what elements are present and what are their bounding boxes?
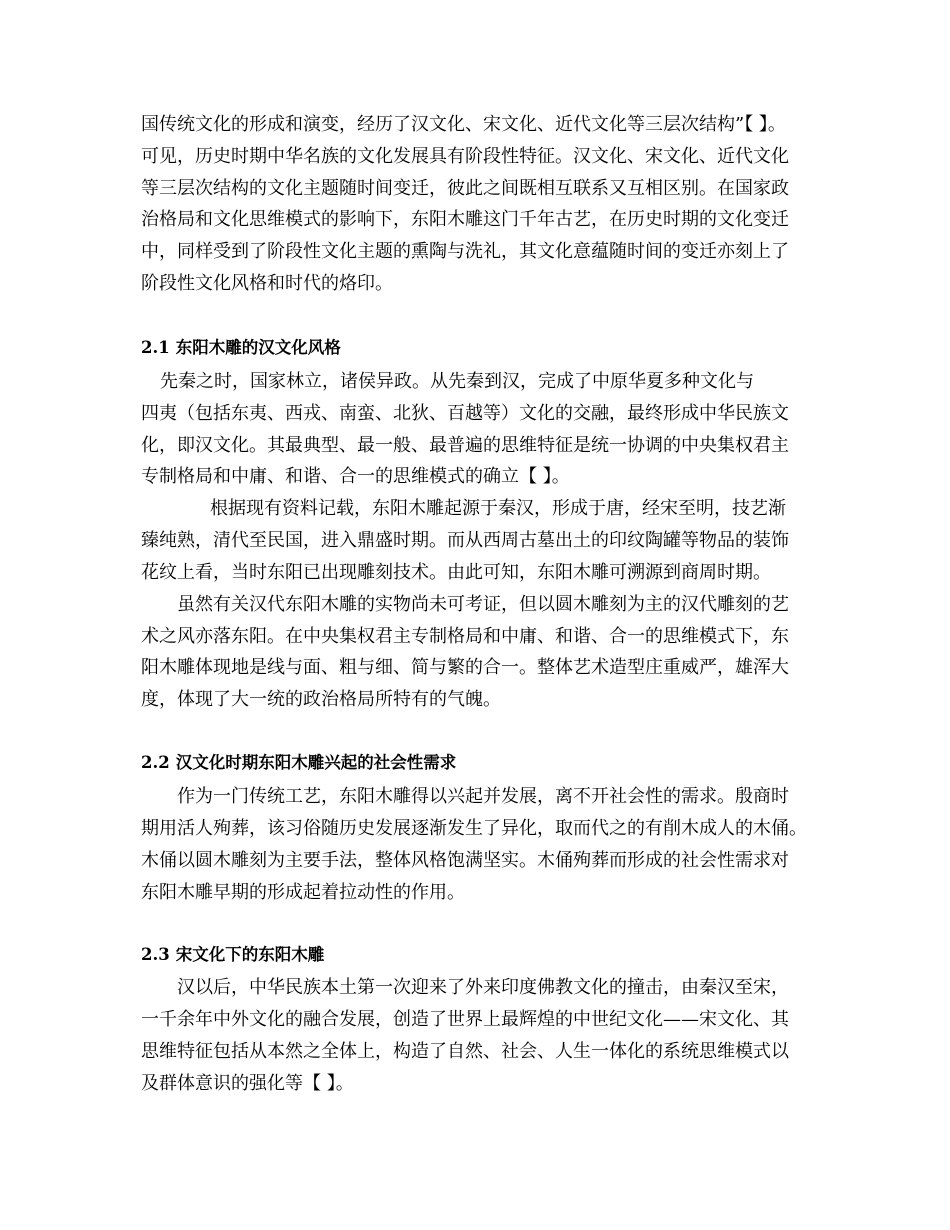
paragraph-line: 一千余年中外文化的融合发展，创造了世界上最辉煌的中世纪文化——宋文化、其 [141, 1009, 789, 1030]
paragraph-line: 木俑以圆木雕刻为主要手法，整体风格饱满坚实。木俑殉葬而形成的社会性需求对 [141, 850, 789, 871]
paragraph-line: 化，即汉文化。其最典型、最一般、最普遍的思维特征是统一协调的中央集权君主 [141, 435, 789, 456]
intro-line: 可见，历史时期中华名族的文化发展具有阶段性特征。汉文化、宋文化、近代文化 [141, 146, 789, 167]
paragraph-line: 期用活人殉葬，该习俗随历史发展逐渐发生了异化，取而代之的有削木成人的木俑。 [141, 818, 807, 839]
paragraph-line: 臻纯熟，清代至民国，进入鼎盛时期。而从西周古墓出土的印纹陶罐等物品的装饰 [141, 530, 789, 551]
paragraph-line: 虽然有关汉代东阳木雕的实物尚未可考证，但以圆木雕刻为主的汉代雕刻的艺 [177, 594, 789, 615]
section-number: 2.1 [141, 338, 170, 357]
section-title: 汉文化时期东阳木雕兴起的社会性需求 [175, 753, 457, 772]
paragraph-line: 汉以后，中华民族本土第一次迎来了外来印度佛教文化的撞击，由秦汉至宋， [177, 977, 789, 998]
section-heading-2-2 [141, 752, 456, 774]
intro-line: 等三层次结构的文化主题随时间变迁，彼此之间既相互联系又互相区别。在国家政 [141, 178, 789, 199]
intro-line: 中，同样受到了阶段性文化主题的熏陶与洗礼，其文化意蕴随时间的变迁亦刻上了 [141, 241, 789, 262]
section-title: 东阳木雕的汉文化风格 [175, 338, 341, 357]
paragraph-line: 及群体意识的强化等【 】。 [141, 1073, 354, 1094]
section-heading-2-1 [141, 337, 341, 359]
paragraph-line: 四夷（包括东夷、西戎、南蛮、北狄、百越等）文化的交融，最终形成中华民族文 [141, 403, 789, 424]
paragraph-line: 专制格局和中庸、和谐、合一的思维模式的确立【 】。 [141, 466, 570, 487]
paragraph-line: 思维特征包括从本然之全体上，构造了自然、社会、人生一体化的系统思维模式以 [141, 1041, 789, 1062]
paragraph-line: 度，体现了大一统的政治格局所特有的气魄。 [141, 689, 501, 710]
section-number: 2.3 [141, 945, 170, 964]
intro-line: 阶段性文化风格和时代的烙印。 [141, 273, 393, 294]
section-number: 2.2 [141, 753, 170, 772]
paragraph-line: 作为一门传统工艺，东阳木雕得以兴起并发展，离不开社会性的需求。殷商时 [177, 786, 789, 807]
paragraph-line: 根据现有资料记载，东阳木雕起源于秦汉，形成于唐，经宋至明，技艺渐 [210, 498, 786, 519]
section-title: 宋文化下的东阳木雕 [175, 945, 325, 964]
paragraph-line: 术之风亦落东阳。在中央集权君主专制格局和中庸、和谐、合一的思维模式下，东 [141, 626, 789, 647]
paragraph-line: 阳木雕体现地是线与面、粗与细、简与繁的合一。整体艺术造型庄重威严，雄浑大 [141, 657, 789, 678]
intro-line: 国传统文化的形成和演变，经历了汉文化、宋文化、近代文化等三层次结构”【 】。 [141, 114, 786, 135]
paragraph-line: 东阳木雕早期的形成起着拉动性的作用。 [141, 882, 465, 903]
paragraph-line: 花纹上看，当时东阳已出现雕刻技术。由此可知，东阳木雕可溯源到商周时期。 [141, 562, 771, 583]
paragraph-line: 先秦之时，国家林立，诸侯异政。从先秦到汉，完成了中原华夏多种文化与 [160, 371, 754, 392]
intro-line: 治格局和文化思维模式的影响下，东阳木雕这门千年古艺，在历史时期的文化变迁 [141, 209, 789, 230]
section-heading-2-3 [141, 944, 324, 966]
